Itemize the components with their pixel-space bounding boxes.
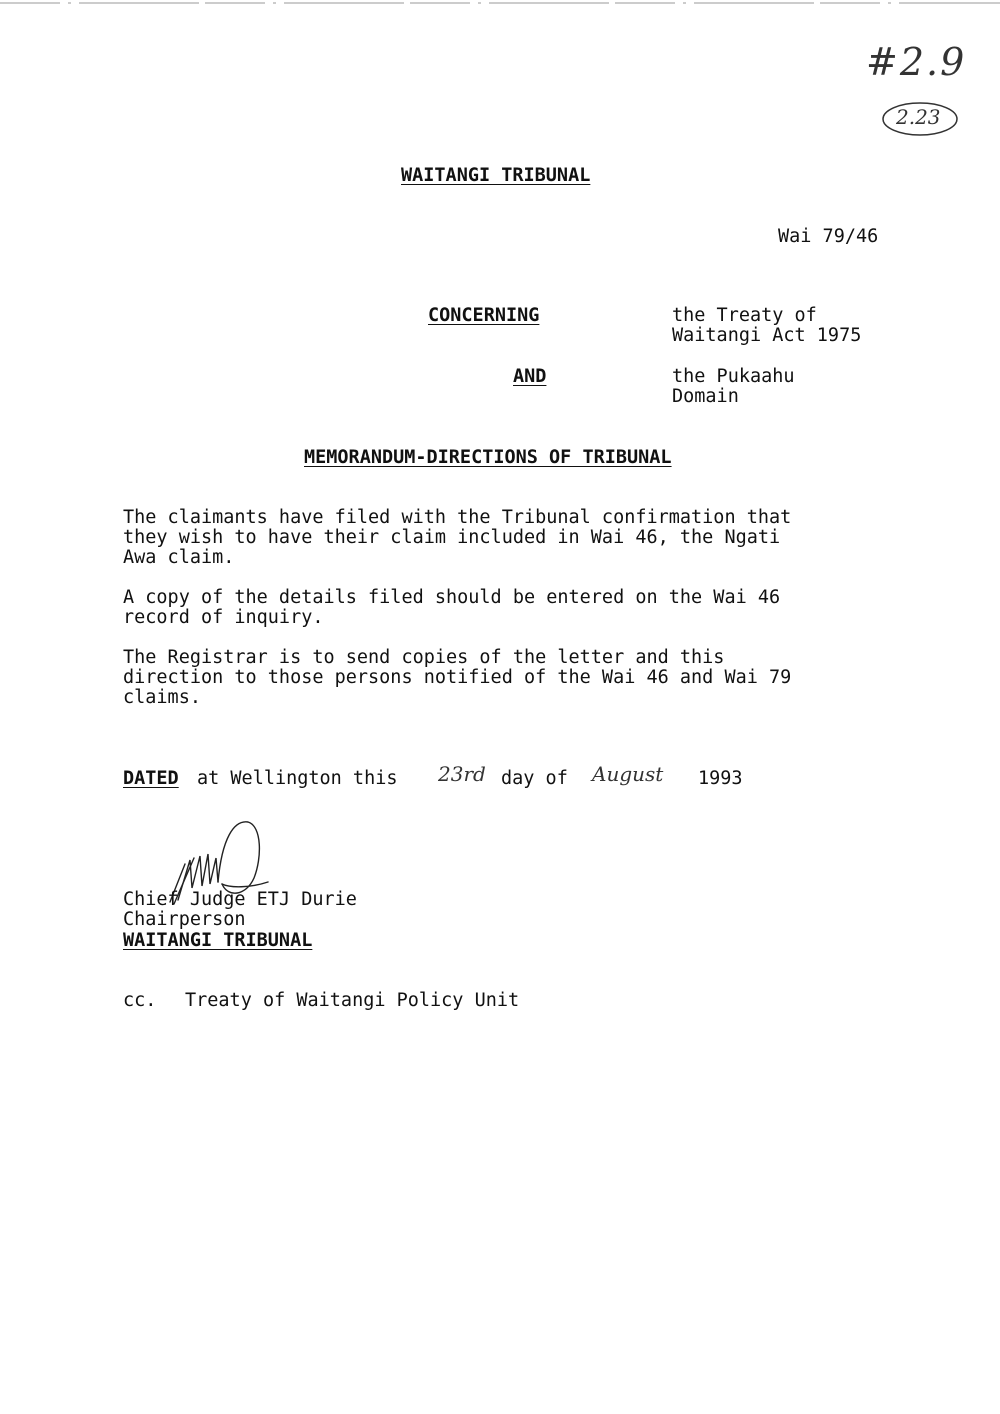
dated-text-1: at Wellington this (197, 768, 398, 789)
paragraph-3-line-3: claims. (123, 687, 201, 708)
concerning-label: CONCERNING (428, 305, 540, 326)
paragraph-2-line-1: A copy of the details filed should be entered on the Wai 46 (123, 587, 781, 608)
reference-number: Wai 79/46 (778, 226, 879, 247)
paragraph-2-line-2: record of inquiry. (123, 607, 324, 628)
cc-label: cc. (123, 990, 157, 1011)
paragraph-1-line-3: Awa claim. (123, 547, 235, 568)
dated-label: DATED (123, 768, 179, 789)
handwritten-month: August (592, 762, 664, 786)
paragraph-3-line-1: The Registrar is to send copies of the letter and this (123, 647, 725, 668)
document-title: WAITANGI TRIBUNAL (401, 165, 591, 186)
circled-ref-number: 2.23 (896, 105, 941, 129)
signatory-role: Chairperson (123, 909, 246, 930)
scan-top-edge-marks (0, 0, 1000, 8)
memo-heading: MEMORANDUM-DIRECTIONS OF TRIBUNAL (304, 447, 672, 468)
cc-recipient: Treaty of Waitangi Policy Unit (185, 990, 520, 1011)
handwritten-day: 23rd (438, 762, 486, 786)
paragraph-1-line-2: they wish to have their claim included in Wai 46, the Ngati (123, 527, 781, 548)
paragraph-3-line-2: direction to those persons notified of the Wai 46 and Wai 79 (123, 667, 792, 688)
signatory-org: WAITANGI TRIBUNAL (123, 930, 313, 951)
and-value-line1: the Pukaahu (672, 366, 795, 387)
paragraph-1-line-1: The claimants have filed with the Tribunal confirmation that (123, 507, 792, 528)
concerning-value-line2: Waitangi Act 1975 (672, 325, 862, 346)
and-label: AND (513, 366, 547, 387)
and-value-line2: Domain (672, 386, 739, 407)
dated-text-2: day of (501, 768, 568, 789)
dated-year: 1993 (698, 768, 743, 789)
concerning-value-line1: the Treaty of (672, 305, 817, 326)
handwritten-ref-number: #2.9 (866, 40, 967, 84)
signatory-name: Chief Judge ETJ Durie (123, 889, 357, 910)
